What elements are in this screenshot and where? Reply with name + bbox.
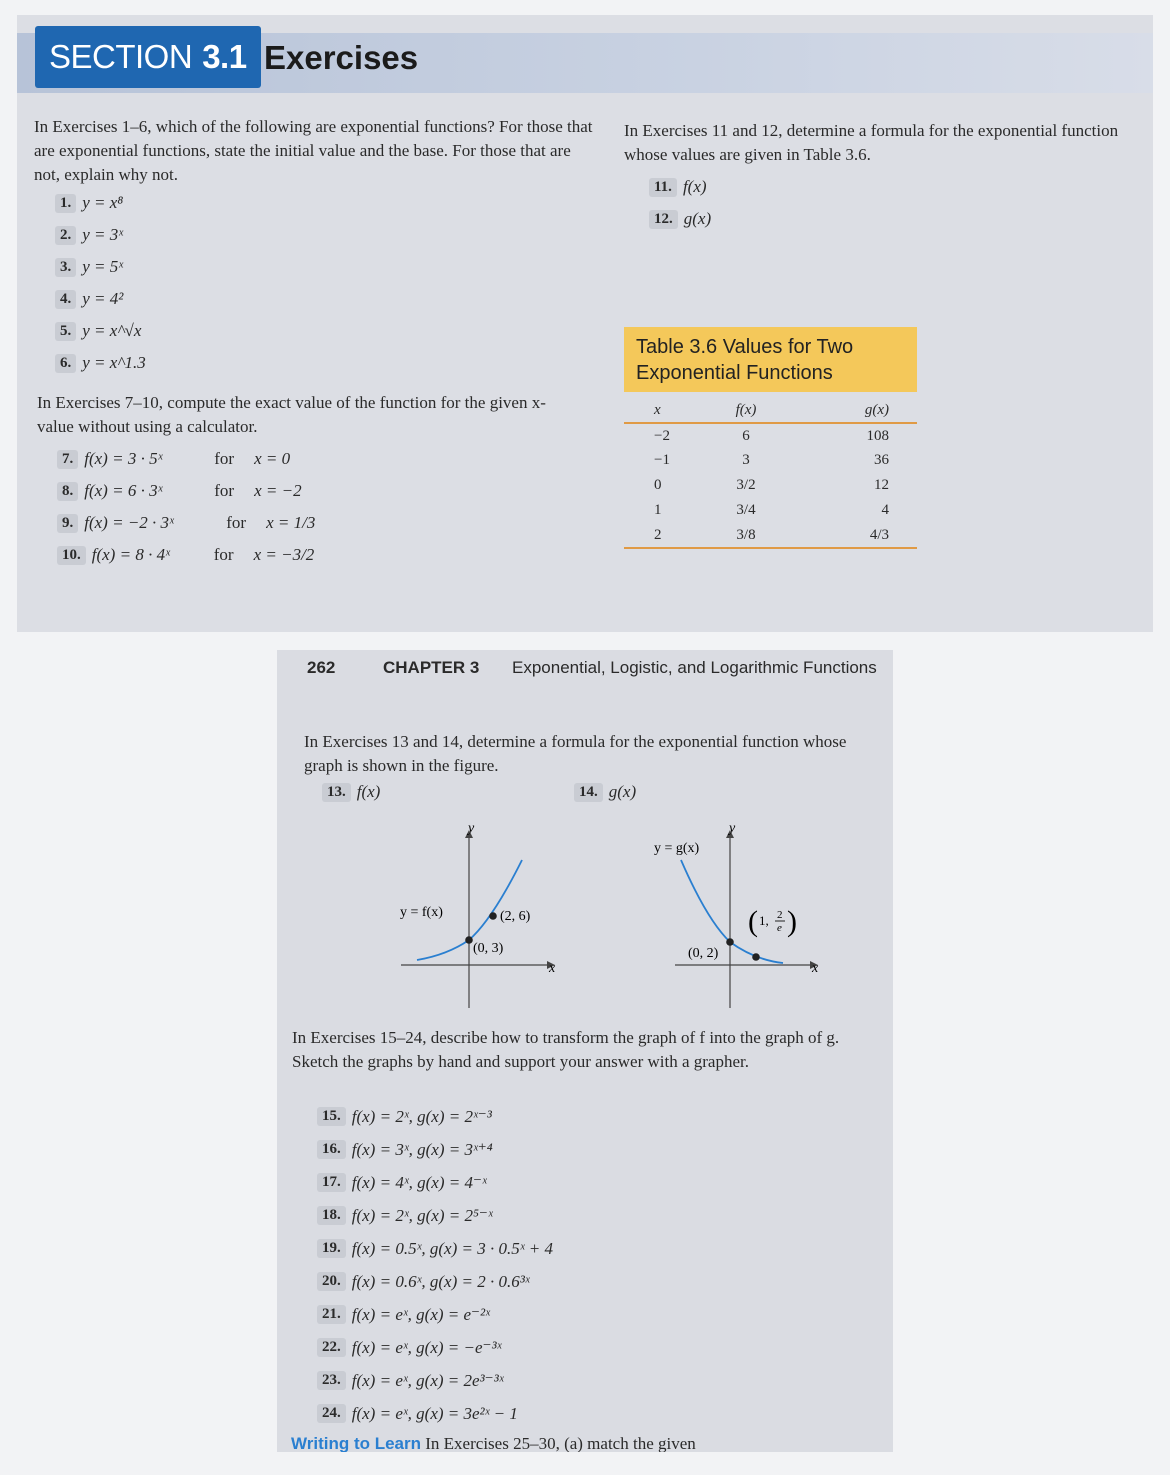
exercise-number: 6. — [55, 354, 76, 373]
exercise-number: 20. — [317, 1272, 346, 1291]
exercise-14-label — [574, 782, 636, 802]
table-cell: 36 — [874, 452, 889, 468]
table-row — [624, 498, 917, 523]
section-title: Exercises — [264, 39, 419, 76]
list-item — [55, 347, 146, 379]
exercise-function: f(x) = 3 · 5ˣ — [84, 449, 163, 468]
exercise-number: 13. — [322, 783, 351, 802]
list-item — [55, 187, 146, 219]
svg-text:): ) — [787, 905, 797, 938]
table-cell: 108 — [866, 427, 889, 444]
list-item — [55, 251, 146, 283]
exercise-number: 16. — [317, 1140, 346, 1159]
exercise-number: 18. — [317, 1206, 346, 1225]
exercise-number: 1. — [55, 194, 76, 213]
list-item — [317, 1100, 553, 1133]
point-label-0-2: (0, 2) — [688, 946, 719, 961]
exercise-expression: y = x^1.3 — [82, 353, 146, 372]
section-tag — [35, 26, 261, 88]
exercise-expression: f(x) = 0.5ˣ, g(x) = 3 · 0.5ˣ + 4 — [351, 1238, 553, 1258]
exercise-number: 3. — [55, 258, 76, 277]
list-item — [649, 203, 711, 235]
table-cell: 6 — [742, 427, 750, 444]
exercise-for: for — [226, 513, 247, 532]
table-cell: 4/3 — [796, 523, 917, 548]
x-axis-label: x — [549, 961, 556, 976]
intro-exercises-1-6: In Exercises 1–6, which of the following are exponential functions? For those that are exponential functions, state the initial value and the base. For those that are not, explain why not. — [34, 117, 593, 184]
exercise-number: 12. — [649, 210, 678, 229]
table-header: x — [624, 399, 696, 423]
table-cell: 3/8 — [696, 523, 796, 548]
list-item — [317, 1265, 553, 1298]
exercise-expression: f(x) = eˣ, g(x) = 3e²ˣ − 1 — [351, 1403, 518, 1423]
exercise-for: for — [214, 481, 235, 500]
list-item — [317, 1166, 553, 1199]
exercise-number: 8. — [57, 482, 78, 501]
exercise-number: 9. — [57, 514, 78, 533]
point-label-0-3: (0, 3) — [473, 941, 504, 956]
list-item — [57, 475, 315, 507]
exercise-13-label — [322, 782, 380, 802]
writing-text: In Exercises 25–30, (a) match the given — [425, 1434, 696, 1452]
point-1-2e — [752, 953, 760, 961]
exercise-expression: y = 4² — [82, 289, 124, 308]
curve-label: y = g(x) — [654, 841, 700, 856]
exercise-for: for — [213, 545, 234, 564]
exercise-expression: y = 3ˣ — [82, 225, 124, 244]
table-cell: 1 — [654, 502, 662, 518]
table-header-row — [624, 399, 917, 423]
table-cell: 4 — [881, 502, 889, 518]
exercise-number: 21. — [317, 1305, 346, 1324]
table-cell: 2 — [624, 523, 696, 548]
intro-exercises-15-24: In Exercises 15–24, describe how to transform the graph of f into the graph of g. Sketch the graphs by hand and support your answer with a grapher. — [292, 1028, 840, 1071]
exercise-number: 19. — [317, 1239, 346, 1258]
list-item — [649, 171, 711, 203]
bottom-page-photo — [277, 650, 893, 1452]
exercise-expression: f(x) — [356, 782, 381, 801]
list-item — [55, 283, 146, 315]
table-caption — [624, 327, 917, 392]
table-header: g(x) — [796, 399, 917, 423]
exercise-function: f(x) = −2 · 3ˣ — [84, 513, 174, 532]
exercise-number: 23. — [317, 1371, 346, 1390]
exercise-number: 5. — [55, 322, 76, 341]
table-cell: 0 — [654, 477, 662, 493]
list-item — [317, 1397, 553, 1430]
exercise-list-1-6 — [55, 187, 146, 379]
exercise-expression: f(x) = 2ˣ, g(x) = 2⁵⁻ˣ — [351, 1205, 493, 1225]
curve-label: y = f(x) — [400, 905, 443, 920]
exercise-for: for — [214, 449, 235, 468]
chapter-title: Exponential, Logistic, and Logarithmic Functions — [512, 658, 877, 677]
exercise-number: 15. — [317, 1107, 346, 1126]
exercise-expression: f(x) = eˣ, g(x) = 2e³⁻³ˣ — [351, 1370, 504, 1390]
point-2-6 — [489, 912, 497, 920]
list-item — [57, 443, 315, 475]
y-axis-label: y — [468, 821, 475, 836]
point-label-prefix: 1, — [759, 913, 769, 928]
exercise-expression: f(x) = 0.6ˣ, g(x) = 2 · 0.6³ˣ — [351, 1271, 530, 1291]
exercise-number: 22. — [317, 1338, 346, 1357]
svg-text:(: ( — [748, 905, 758, 938]
exercise-expression: f(x) — [682, 177, 707, 196]
point-label-2-6: (2, 6) — [500, 909, 531, 924]
table-cell: −2 — [654, 427, 670, 444]
exercise-expression: y = x^√x — [82, 321, 142, 340]
graph-exercise-13 — [387, 820, 577, 1010]
exercise-number: 14. — [574, 783, 603, 802]
page-number: 262 — [307, 658, 336, 677]
section-label: SECTION — [49, 38, 193, 75]
table-cell: 12 — [874, 477, 889, 493]
list-item — [317, 1331, 553, 1364]
table-cell: 3/2 — [736, 477, 756, 493]
table-caption-line1: Table 3.6 Values for Two — [636, 336, 854, 358]
exercise-function: f(x) = 8 · 4ˣ — [91, 545, 170, 564]
exercise-number: 24. — [317, 1404, 346, 1423]
exercise-condition: x = −2 — [254, 481, 302, 500]
exercise-number: 7. — [57, 450, 78, 469]
exercise-expression: g(x) — [608, 782, 637, 801]
exercise-expression: y = x⁸ — [82, 193, 124, 212]
exercise-number: 10. — [57, 546, 86, 565]
intro-exercises-7-10: In Exercises 7–10, compute the exact value of the function for the given x-value without using a calculator. — [37, 393, 546, 436]
exercise-number: 17. — [317, 1173, 346, 1192]
exercise-expression: f(x) = 3ˣ, g(x) = 3ˣ⁺⁴ — [351, 1139, 493, 1159]
writing-to-learn — [291, 1434, 696, 1452]
chapter-label: CHAPTER 3 — [383, 658, 480, 677]
intro-exercises-13-14: In Exercises 13 and 14, determine a formula for the exponential function whose graph is shown in the figure. — [304, 732, 847, 775]
list-item — [317, 1298, 553, 1331]
exercise-expression: f(x) = 4ˣ, g(x) = 4⁻ˣ — [351, 1172, 487, 1192]
values-table — [624, 399, 917, 549]
exercise-expression: g(x) — [683, 209, 712, 228]
intro-exercises-11-12: In Exercises 11 and 12, determine a formula for the exponential function whose values are given in Table 3.6. — [624, 121, 1119, 164]
table-row — [624, 448, 917, 473]
exercise-expression: f(x) = eˣ, g(x) = −e⁻³ˣ — [351, 1337, 502, 1357]
exercise-list-15-24 — [317, 1100, 553, 1430]
list-item — [317, 1232, 553, 1265]
point-0-2 — [726, 938, 734, 946]
list-item — [317, 1199, 553, 1232]
exercise-expression: f(x) = 2ˣ, g(x) = 2ˣ⁻³ — [351, 1106, 492, 1126]
x-axis-label: x — [812, 961, 819, 976]
table-cell: −1 — [654, 452, 670, 468]
list-item — [57, 507, 315, 539]
exercise-number: 2. — [55, 226, 76, 245]
fraction-numerator: 2 — [777, 909, 783, 921]
list-item — [55, 315, 146, 347]
point-label-1-2e — [748, 905, 797, 938]
section-number: 3.1 — [202, 38, 247, 75]
exercise-function: f(x) = 6 · 3ˣ — [84, 481, 163, 500]
table-header: f(x) — [696, 399, 796, 423]
exercise-condition: x = 0 — [254, 449, 291, 468]
point-0-3 — [465, 936, 473, 944]
table-row — [624, 523, 917, 548]
exercise-expression: y = 5ˣ — [82, 257, 124, 276]
graph-exercise-14 — [645, 820, 845, 1010]
list-item — [55, 219, 146, 251]
exercise-condition: x = 1/3 — [266, 513, 316, 532]
table-cell: 3/4 — [736, 502, 756, 518]
exercise-expression: f(x) = eˣ, g(x) = e⁻²ˣ — [351, 1304, 490, 1324]
fraction-denominator: e — [777, 922, 782, 934]
list-item — [317, 1364, 553, 1397]
y-axis-label: y — [729, 821, 736, 836]
top-page-photo — [17, 15, 1153, 632]
table-cell: 3 — [742, 452, 750, 468]
exercise-number: 11. — [649, 178, 677, 197]
table-caption-line2: Exponential Functions — [636, 362, 833, 384]
table-row — [624, 423, 917, 448]
exercise-condition: x = −3/2 — [253, 545, 315, 564]
list-item — [57, 539, 315, 571]
table-row — [624, 473, 917, 498]
exercise-list-7-10 — [57, 443, 315, 571]
writing-label: Writing to Learn — [291, 1434, 422, 1452]
exercise-list-11-12 — [649, 171, 711, 235]
exercise-number: 4. — [55, 290, 76, 309]
list-item — [317, 1133, 553, 1166]
